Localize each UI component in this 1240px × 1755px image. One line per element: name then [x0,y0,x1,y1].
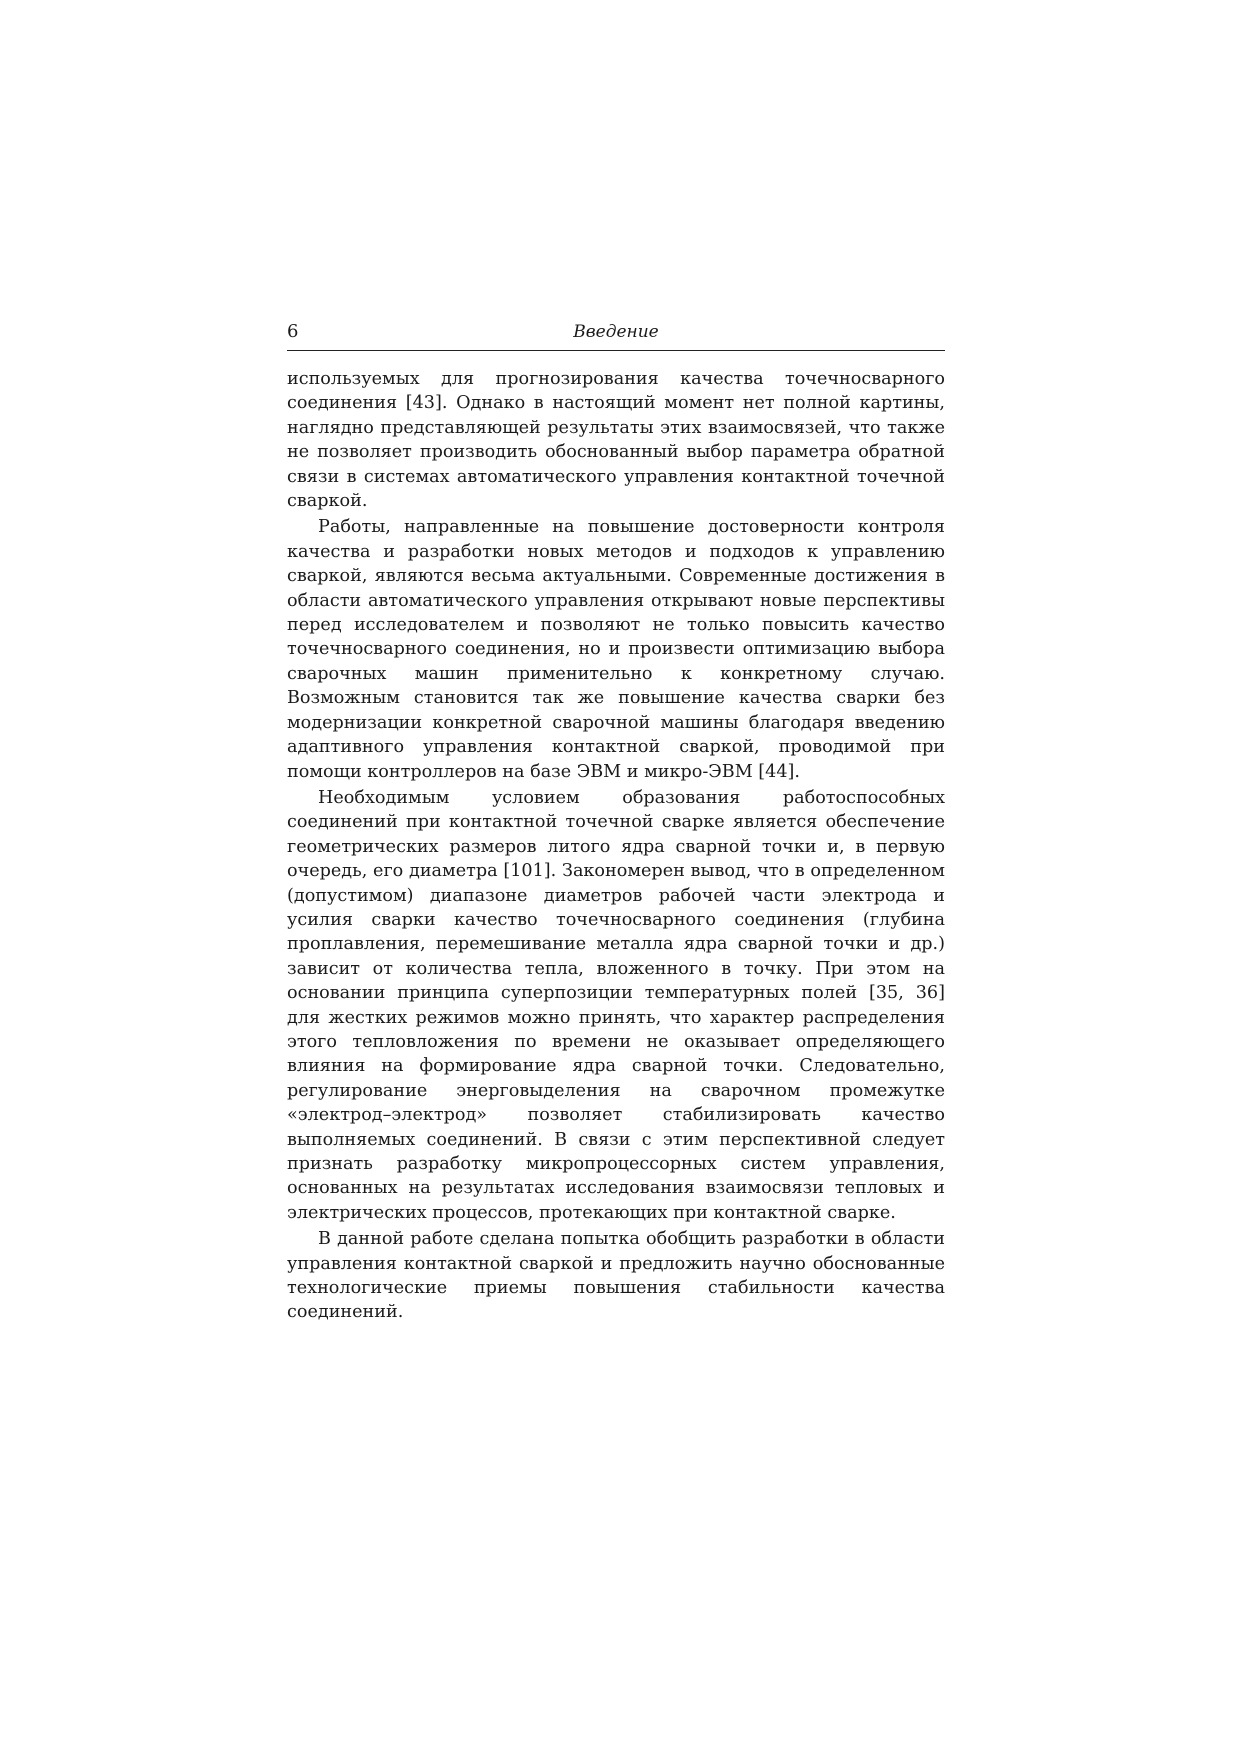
paragraph: Работы, направленные на повышение достоверности контроля качества и разработки новых методов и подходов к управлению сваркой, являются весьма актуальными. Современные достижения в области автоматического управления открывают новые перспективы перед исследователем и позволяют не только повысить качество точечносварного соединения, но и произвести оптимизацию выбора сварочных машин применительно к конкретному случаю. Возможным становится так же повышение качества сварки без модернизации конкретной сварочной машины благодаря введению адаптивного управления контактной сваркой, проводимой при помощи контроллеров на базе ЭВМ и микро-ЭВМ [44]. [287,517,945,782]
running-head [287,320,945,351]
book-page [287,320,945,1327]
paragraph-continued: используемых для прогнозирования качества точечносварного соединения [43]. Однако в настоящий момент нет полной картины, наглядно представляющей результаты этих взаимосвязей, что также не позволяет производить обоснованный выбор параметра обратной связи в системах автоматического управления контактной точечной сваркой. [287,369,945,512]
section-title: Введение [573,322,659,342]
paragraph: Необходимым условием образования работоспособных соединений при контактной точечной сварке является обеспечение геометрических размеров литого ядра сварной точки и, в первую очередь, его диаметра [101]. Закономерен вывод, что в определенном (допустимом) диапазоне диаметров рабочей части электрода и усилия сварки качество точечносварного соединения (глубина проплавления, перемешивание металла ядра сварной точки и др.) зависит от количества тепла, вложенного в точку. При этом на основании принципа суперпозиции температурных полей [35, 36] для жестких режимов можно принять, что характер распределения этого тепловложения по времени не оказывает определяющего влияния на формирование ядра сварной точки. Следовательно, регулирование энерговыделения на сварочном промежутке «электрод–электрод» позволяет стабилизировать качество выполняемых соединений. В связи с этим перспективной следует признать разработку микропроцессорных систем управления, основанных на результатах исследования взаимосвязи тепловых и электрических процессов, протекающих при контактной сварке. [287,787,945,1223]
body-text [287,367,945,1325]
page-number: 6 [287,321,299,342]
paragraph: В данной работе сделана попытка обобщить разработки в области управления контактной сваркой и предложить научно обоснованные технологические приемы повышения стабильности качества соединений. [287,1229,945,1323]
